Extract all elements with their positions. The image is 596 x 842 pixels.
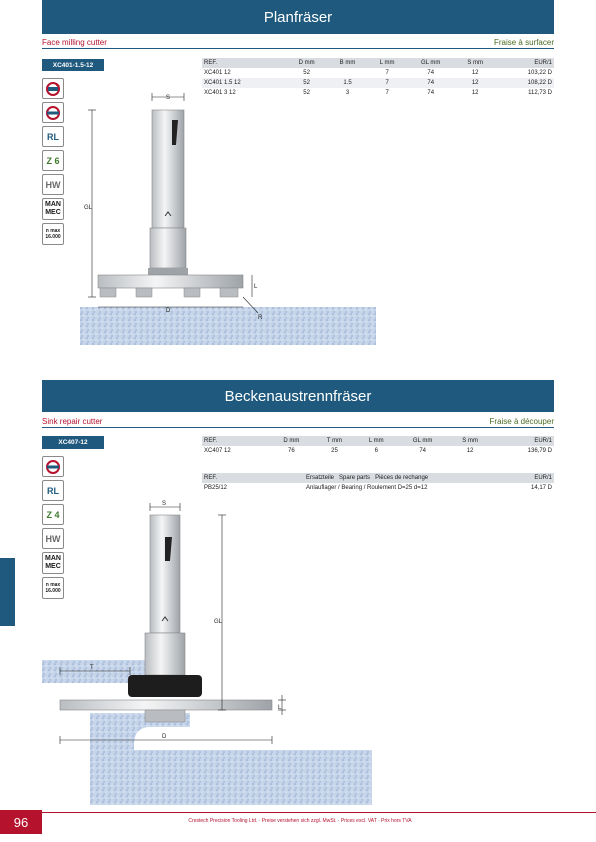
hub	[145, 710, 185, 722]
rpm-value: 16.000	[45, 234, 61, 240]
table-cell: 7	[368, 78, 407, 88]
col-gl: GL mm	[407, 58, 455, 68]
rpm-label: n max	[45, 228, 61, 234]
section2-subtitle-row	[42, 417, 554, 428]
teeth-count-label: Z 6	[46, 155, 60, 166]
section2-title: Beckenaustrennfräser	[224, 387, 372, 405]
table-cell: Anlauflager / Bearing / Roulement D=25 d=12	[306, 485, 428, 491]
col-eur: EUR/1	[495, 58, 554, 68]
spare-header-de: Ersatzteile	[306, 475, 335, 481]
section1-product-code	[42, 59, 104, 71]
table-cell: XC407 12	[204, 448, 231, 454]
table-header-row	[202, 436, 554, 446]
table-cell: 7	[385, 90, 389, 96]
table-cell: XC401 12	[204, 70, 231, 76]
table-cell: 52	[303, 90, 310, 96]
rpm-icon	[42, 223, 64, 245]
section1-title-bar	[42, 0, 554, 34]
footer-rule	[42, 812, 596, 813]
col-s: S mm	[448, 436, 491, 446]
section1-subtitle-row	[42, 38, 554, 49]
page-number	[0, 810, 42, 834]
section1-subtitle-fr: Fraise à surfacer	[493, 38, 554, 47]
table-cell: 12	[471, 70, 479, 76]
hw-icon-label: HW	[45, 533, 61, 544]
teeth-count-icon	[42, 150, 64, 171]
table-header-row	[202, 473, 554, 483]
col-gl: GL mm	[397, 436, 449, 446]
section1-icon-column	[42, 78, 66, 245]
section2-spec-table	[202, 436, 554, 456]
table-cell: 52	[303, 70, 310, 76]
workpiece	[80, 307, 376, 345]
table-cell: XC401 3 12	[204, 90, 236, 96]
col-b: B mm	[327, 58, 368, 68]
col-ref: REF.	[202, 436, 269, 446]
table-cell: 12	[471, 90, 479, 96]
table-cell: 136,79 D	[527, 448, 552, 454]
table-cell: 14,17 D	[530, 485, 552, 491]
table-cell: 108,22 D	[495, 78, 554, 88]
cut-direction-icon	[42, 78, 64, 99]
table-row	[202, 68, 554, 78]
bearing	[128, 675, 202, 697]
table-cell: 74	[419, 448, 426, 454]
col-ref: REF.	[202, 473, 262, 483]
dim-l-label: L	[278, 705, 282, 711]
rpm-value: 16.000	[45, 588, 61, 594]
collar	[145, 633, 185, 675]
dim-s-label: S	[162, 501, 167, 507]
man-label: MAN	[45, 555, 61, 562]
mec-label: MEC	[45, 563, 61, 570]
collar	[150, 228, 186, 268]
spare-header-en: Spare parts	[339, 475, 371, 481]
table-cell: XC401 1.5 12	[202, 78, 286, 88]
table-cell: 74	[407, 78, 455, 88]
rl-icon-label: RL	[47, 131, 59, 142]
table-cell: 103,22 D	[527, 70, 552, 76]
table-cell: 7	[385, 70, 389, 76]
man-mec-icon	[42, 198, 64, 220]
table-cell: 3	[345, 90, 350, 96]
shank	[152, 110, 184, 228]
rpm-label: n max	[45, 582, 61, 588]
cutter-body	[60, 700, 272, 710]
section1-subtitle-en: Face milling cutter	[42, 38, 107, 47]
table-cell: 1.5	[327, 78, 368, 88]
table-row	[202, 483, 554, 493]
table-cell: 52	[286, 78, 327, 88]
table-cell: 12	[466, 448, 474, 454]
col-t: T mm	[313, 436, 355, 446]
col-l: L mm	[356, 436, 397, 446]
col-ref: REF.	[202, 58, 286, 68]
dim-gl-label: GL	[214, 619, 223, 625]
teeth-count-label: Z 4	[46, 509, 60, 520]
table-header-row	[202, 58, 554, 68]
table-cell: 76	[288, 448, 295, 454]
rotation-icon	[42, 102, 64, 123]
table-cell: 74	[427, 90, 435, 96]
col-s: S mm	[455, 58, 496, 68]
dim-l-label: L	[254, 284, 258, 290]
col-d: D mm	[286, 58, 327, 68]
col-eur: EUR/1	[492, 436, 554, 446]
table-cell: 6	[374, 448, 378, 454]
table-cell: 112,73 D	[528, 90, 552, 96]
section2-subtitle-en: Sink repair cutter	[42, 417, 103, 426]
hw-icon	[42, 174, 64, 195]
table-cell: PB25/12	[204, 485, 228, 491]
table-cell: 12	[455, 78, 496, 88]
dim-r-label: R	[258, 315, 263, 321]
section2-subtitle-fr: Fraise à découper	[489, 417, 554, 426]
section1-product-code-text: XC401-1.5-12	[52, 61, 94, 69]
hw-icon-label: HW	[45, 179, 61, 190]
rl-icon-label: RL	[47, 485, 59, 496]
dim-gl-label: GL	[84, 205, 93, 211]
section2-product-code	[42, 436, 104, 449]
cutter-teeth	[100, 288, 238, 297]
mec-label: MEC	[45, 209, 61, 216]
table-cell: 25	[331, 448, 338, 454]
col-l: L mm	[368, 58, 407, 68]
page-number-text: 96	[13, 814, 29, 830]
rotation-icon	[42, 456, 64, 477]
section1-cutter-drawing	[80, 85, 380, 347]
footer-text: Crestech Precision Tooling Ltd. · Preise verstehen sich zzgl. MwSt. · Prices excl. VAT · Prix hors TVA	[188, 818, 412, 824]
rl-icon	[42, 126, 64, 147]
col-eur: EUR/1	[516, 473, 554, 483]
section2-title-bar	[42, 380, 554, 412]
table-cell: 74	[427, 70, 435, 76]
dim-d-label: D	[162, 734, 167, 740]
chapter-side-tab	[0, 558, 15, 626]
section1-title: Planfräser	[263, 8, 333, 26]
col-d: D mm	[269, 436, 313, 446]
section2-cutter-drawing	[42, 495, 387, 807]
man-label: MAN	[45, 201, 61, 208]
section2-spare-parts-table	[202, 473, 554, 493]
section2-product-code-text: XC407-12	[58, 439, 88, 446]
shank	[150, 515, 180, 633]
cutter-body	[98, 275, 243, 288]
dim-s-label: S	[166, 95, 171, 101]
col-spare-de	[262, 473, 516, 483]
spare-header-fr: Pièces de rechange	[375, 475, 429, 481]
table-cell	[327, 68, 368, 78]
workpiece-lower	[90, 713, 372, 805]
dim-d-label: D	[166, 308, 171, 314]
hub	[148, 268, 188, 275]
table-row	[202, 446, 554, 456]
dim-t-label: T	[90, 665, 94, 671]
